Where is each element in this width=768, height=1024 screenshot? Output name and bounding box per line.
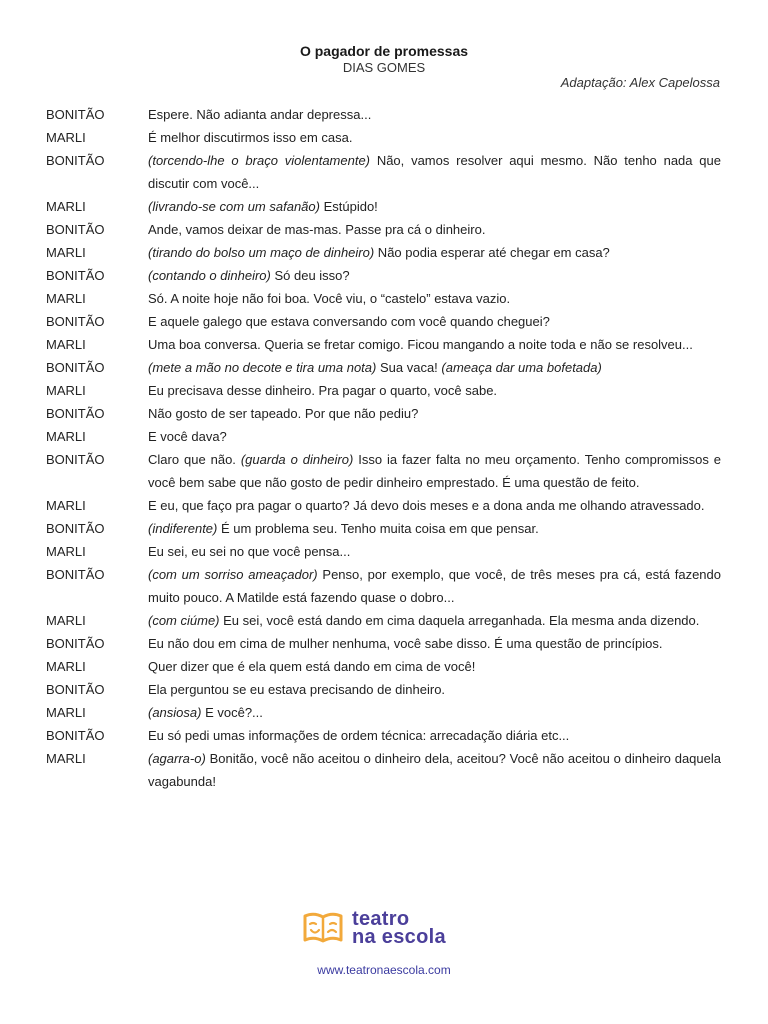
stage-direction: (livrando-se com um safanão) [148,199,320,214]
speech-text: Eu sei, eu sei no que você pensa... [148,544,351,559]
dialogue-row [46,632,721,655]
dialogue-row [46,333,721,356]
speaker-name: MARLI [46,498,86,513]
stage-direction: (agarra-o) [148,751,206,766]
dialogue-row [46,494,721,517]
stage-direction: (tirando do bolso um maço de dinheiro) [148,245,375,260]
speech-text: Uma boa conversa. Queria se fretar comigo. Ficou mangando a noite toda e não se resolveu... [148,337,693,352]
dialogue-row [46,218,721,241]
speaker-name: MARLI [46,291,86,306]
speaker-name: BONITÃO [46,452,105,467]
dialogue-row [46,264,721,287]
speaker-name: BONITÃO [46,268,105,283]
document-title: O pagador de promessas [299,43,469,59]
speaker-name: MARLI [46,751,86,766]
stage-direction: (mete a mão no decote e tira uma nota) [148,360,377,375]
speech-text: E eu, que faço pra pagar o quarto? Já devo dois meses e a dona anda me olhando atravessado. [148,498,705,513]
dialogue-row [46,609,721,632]
dialogue-row [46,678,721,701]
stage-direction: (ameaça dar uma bofetada) [441,360,602,375]
dialogue-line [148,264,721,287]
speaker-name: BONITÃO [46,222,105,237]
dialogue-row [46,701,721,724]
speech-text: Não podia esperar até chegar em casa? [374,245,610,260]
dialogue-line [148,149,721,195]
dialogue-line [148,333,721,356]
dialogue-row [46,241,721,264]
speaker-name: BONITÃO [46,107,105,122]
speaker-name: MARLI [46,337,86,352]
speech-text: Não gosto de ser tapeado. Por que não pediu? [148,406,419,421]
dialogue-row [46,379,721,402]
speech-text: E aquele galego que estava conversando com você quando cheguei? [148,314,550,329]
dialogue-row [46,195,721,218]
dialogue-row [46,126,721,149]
dialogue-line [148,701,721,724]
document-author: DIAS GOMES [342,60,426,75]
speaker-name: BONITÃO [46,153,105,168]
speaker-name: MARLI [46,245,86,260]
dialogue-line [148,655,721,678]
speech-text: Eu sei, você está dando em cima daquela arreganhada. Ela mesma anda dizendo. [219,613,700,628]
dialogue-line [148,126,721,149]
speaker-name: MARLI [46,659,86,674]
dialogue-line [148,287,721,310]
dialogue-line [148,241,721,264]
speech-text: Ela perguntou se eu estava precisando de dinheiro. [148,682,446,697]
dialogue-row [46,149,721,195]
dialogue-line [148,218,721,241]
dialogue-line [148,540,721,563]
speaker-name: BONITÃO [46,521,105,536]
dialogue-row [46,103,721,126]
speech-text: Sua vaca! [376,360,442,375]
dialogue-line [148,103,721,126]
dialogue-line [148,310,721,333]
dialogue-line [148,609,721,632]
document-header [0,42,768,76]
speech-text: Estúpido! [319,199,378,214]
dialogue-line [148,632,721,655]
speaker-name: MARLI [46,705,86,720]
speech-text: Eu não dou em cima de mulher nenhuma, você sabe disso. É uma questão de princípios. [148,636,663,651]
dialogue-line [148,356,721,379]
stage-direction: (ansiosa) [148,705,202,720]
speech-text: Ande, vamos deixar de mas-mas. Passe pra cá o dinheiro. [148,222,486,237]
logo-line-2: na escola [352,926,446,948]
dialogue-row [46,425,721,448]
speech-text: E você?... [201,705,263,720]
stage-direction: (torcendo-lhe o braço violentamente) [148,153,371,168]
dialogue-line [148,517,721,540]
speaker-name: BONITÃO [46,567,105,582]
stage-direction: (contando o dinheiro) [148,268,271,283]
speech-text: Espere. Não adianta andar depressa... [148,107,372,122]
speaker-name: MARLI [46,199,86,214]
speech-text: Eu só pedi umas informações de ordem técnica: arrecadação diária etc... [148,728,570,743]
dialogue-row [46,747,721,793]
speech-text: Penso, por exemplo, que você, de três meses pra cá, está fazendo muito pouco. A Matilde está fazendo quase o dobro... [148,567,721,605]
speaker-name: MARLI [46,130,86,145]
speaker-name: BONITÃO [46,682,105,697]
speaker-name: MARLI [46,383,86,398]
speech-text: Claro que não. [148,452,241,467]
dialogue-row [46,356,721,379]
dialogue-row [46,448,721,494]
dialogue-row [46,563,721,609]
speech-text: É um problema seu. Tenho muita coisa em que pensar. [217,521,539,536]
speech-text: Não, vamos resolver aqui mesmo. Não tenho nada que discutir com você... [148,153,721,191]
speaker-name: MARLI [46,613,86,628]
speaker-name: BONITÃO [46,728,105,743]
dialogue-line [148,563,721,609]
speech-text: Isso ia fazer falta no meu orçamento. Tenho compromissos e você bem sabe que não gosto de pedir dinheiro emprestado. É uma questão de feito. [148,452,721,490]
website-link[interactable]: www.teatronaescola.com [317,963,451,974]
logo-line-1: teatro [352,908,410,930]
dialogue-row [46,517,721,540]
dialogue-line [148,402,721,425]
dialogue-line [148,747,721,793]
speaker-name: MARLI [46,429,86,444]
dialogue-line [148,448,721,494]
stage-direction: (indiferente) [148,521,218,536]
stage-direction: (guarda o dinheiro) [240,452,354,467]
adaptation-credit: Adaptação: Alex Capelossa [560,75,720,90]
dialogue-list [46,103,721,793]
speech-text: Eu precisava desse dinheiro. Pra pagar o quarto, você sabe. [148,383,498,398]
dialogue-line [148,494,721,517]
speech-text: E você dava? [148,429,227,444]
dialogue-line [148,379,721,402]
dialogue-row [46,287,721,310]
speech-text: Só. A noite hoje não foi boa. Você viu, o “castelo” estava vazio. [148,291,511,306]
speech-text: Bonitão, você não aceitou o dinheiro dela, aceitou? Você não aceitou o dinheiro daquela vagabunda! [148,751,721,789]
teatro-na-escola-logo [302,910,446,946]
dialogue-line [148,195,721,218]
speaker-name: BONITÃO [46,636,105,651]
speech-text: Quer dizer que é ela quem está dando em cima de você! [148,659,476,674]
dialogue-row [46,540,721,563]
speaker-name: BONITÃO [46,360,105,375]
speaker-name: BONITÃO [46,406,105,421]
book-smile-icon [302,910,344,946]
speech-text: É melhor discutirmos isso em casa. [148,130,353,145]
stage-direction: (com um sorriso ameaçador) [148,567,318,582]
speaker-name: MARLI [46,544,86,559]
logo-wordmark [352,910,446,946]
dialogue-row [46,655,721,678]
dialogue-line [148,425,721,448]
speech-text: Só deu isso? [270,268,350,283]
dialogue-line [148,724,721,747]
dialogue-row [46,724,721,747]
dialogue-line [148,678,721,701]
dialogue-row [46,402,721,425]
stage-direction: (com ciúme) [148,613,220,628]
dialogue-row [46,310,721,333]
speaker-name: BONITÃO [46,314,105,329]
